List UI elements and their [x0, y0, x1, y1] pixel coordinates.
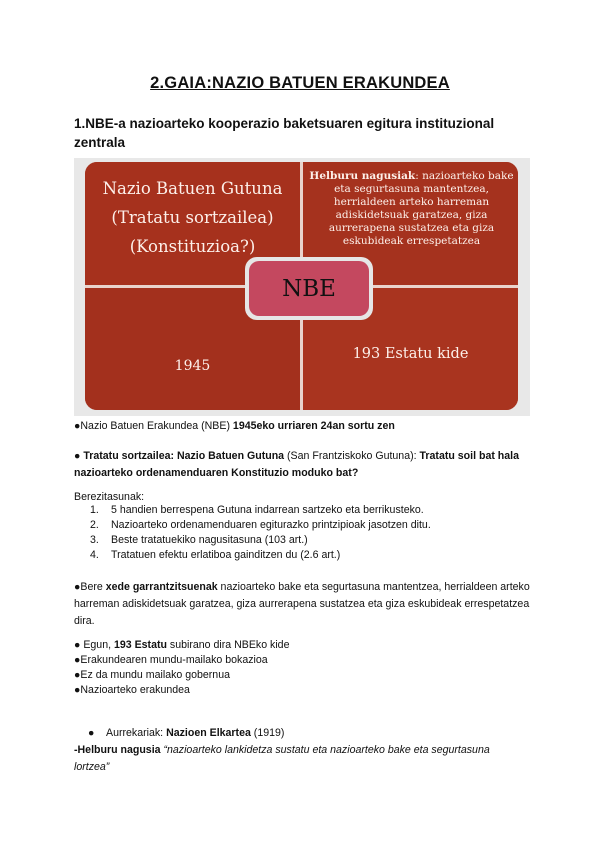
list-item-number: 2.	[90, 519, 99, 531]
antecedent-name: Nazioen Elkartea	[166, 727, 251, 739]
list-item	[74, 548, 534, 563]
paragraph-founding	[74, 418, 546, 435]
founding-date: 1945eko urriaren 24an sortu zen	[232, 420, 395, 432]
bullet-international-org: ●Nazioarteko erakundea	[74, 684, 190, 696]
goals-key-term: xede garrantzitsuenak	[105, 581, 218, 593]
treaty-question: Tratatu soil bat hala nazioarteko ordenamenduaren Konstituzio moduko bat?	[74, 450, 520, 479]
list-item-text: Beste tratatuekiko nagusitasuna (103 art.)	[111, 534, 308, 546]
paragraph-goals	[74, 579, 546, 630]
founding-intro: ●Nazio Batuen Erakundea (NBE)	[74, 420, 233, 432]
antecedent-line	[88, 725, 560, 742]
list-item-number: 4.	[90, 549, 99, 561]
antecedent-label: Aurrekariak:	[106, 727, 167, 739]
bullet-group	[74, 638, 546, 698]
nbe-diagram	[85, 162, 518, 410]
list-item-number: 3.	[90, 534, 99, 546]
charter-line-2: (Tratatu sortzailea)	[111, 208, 274, 227]
charter-text	[85, 174, 300, 261]
treaty-label: Tratatu sortzailea: Nazio Batuen Gutuna	[83, 450, 285, 462]
list-item	[74, 518, 534, 533]
nbe-center-box	[245, 257, 373, 320]
features-list	[74, 503, 534, 563]
goals-description: : nazioarteko bake eta segurtasuna mantentzea, herrialdeen arteko harreman adiskidetsuak garatzea, giza aurrerapena sustatzea eta giza eskubideak errespetatzea	[328, 170, 514, 247]
list-item-number: 1.	[90, 504, 99, 516]
bullet-members	[74, 638, 546, 653]
charter-line-3: (Konstituzioa?)	[129, 237, 256, 256]
page-title: 2.GAIA:NAZIO BATUEN ERAKUNDEA	[150, 74, 450, 92]
members-count: 193 Estatu	[113, 639, 167, 651]
main-goal-label: -Helburu nagusia	[74, 744, 161, 756]
goals-label: Helburu nagusiak	[309, 170, 416, 182]
antecedent-bullet: ●	[88, 727, 95, 739]
list-item	[74, 533, 534, 548]
list-item	[74, 503, 534, 518]
bullet-not-government: ●Ez da mundu mailako gobernua	[74, 669, 230, 681]
charter-line-1: Nazio Batuen Gutuna	[102, 179, 283, 198]
member-states: 193 Estatu kide	[352, 346, 469, 362]
paragraph-treaty	[74, 448, 546, 482]
founding-year: 1945	[174, 358, 211, 374]
list-item-text: Tratatuen efektu erlatiboa gainditzen du (2.6 art.)	[111, 549, 341, 561]
nbe-center-label: NBE	[282, 275, 336, 302]
main-goal-quote: “nazioarteko lankidetza sustatu eta nazioarteko bake eta segurtasuna lortzea”	[74, 744, 490, 773]
list-item-text: 5 handien berrespena Gutuna indarrean sartzeko eta berrikusteko.	[111, 504, 424, 516]
members-tail: subirano dira NBEko kide	[166, 639, 290, 651]
members-intro: ● Egun,	[74, 639, 114, 651]
paragraph-main-goal	[74, 742, 514, 776]
nbe-diagram-figure	[74, 158, 530, 416]
antecedent-year: (1919)	[250, 727, 285, 739]
list-item-text: Nazioarteko ordenamenduaren egiturazko printzipioak jasotzen ditu.	[111, 519, 431, 531]
goals-intro: ●Bere	[74, 581, 106, 593]
treaty-bullet: ●	[74, 450, 84, 462]
section-heading: 1.NBE-a nazioarteko kooperazio baketsuaren egitura instituzional zentrala	[74, 116, 495, 150]
goals-body: nazioarteko bake eta segurtasuna mantentzea, herrialdeen arteko harreman adiskidetsuak garatzea, giza aurrerapena sustatzea eta giza eskubideak errespetatzea dira.	[74, 581, 530, 627]
treaty-alt-name: (San Frantziskoko Gutuna):	[284, 450, 420, 462]
goals-text	[309, 170, 514, 248]
nbe-center-inner	[249, 261, 369, 316]
bullet-vocation: ●Erakundearen mundu-mailako bokazioa	[74, 654, 268, 666]
features-label: Berezitasunak:	[74, 491, 145, 503]
